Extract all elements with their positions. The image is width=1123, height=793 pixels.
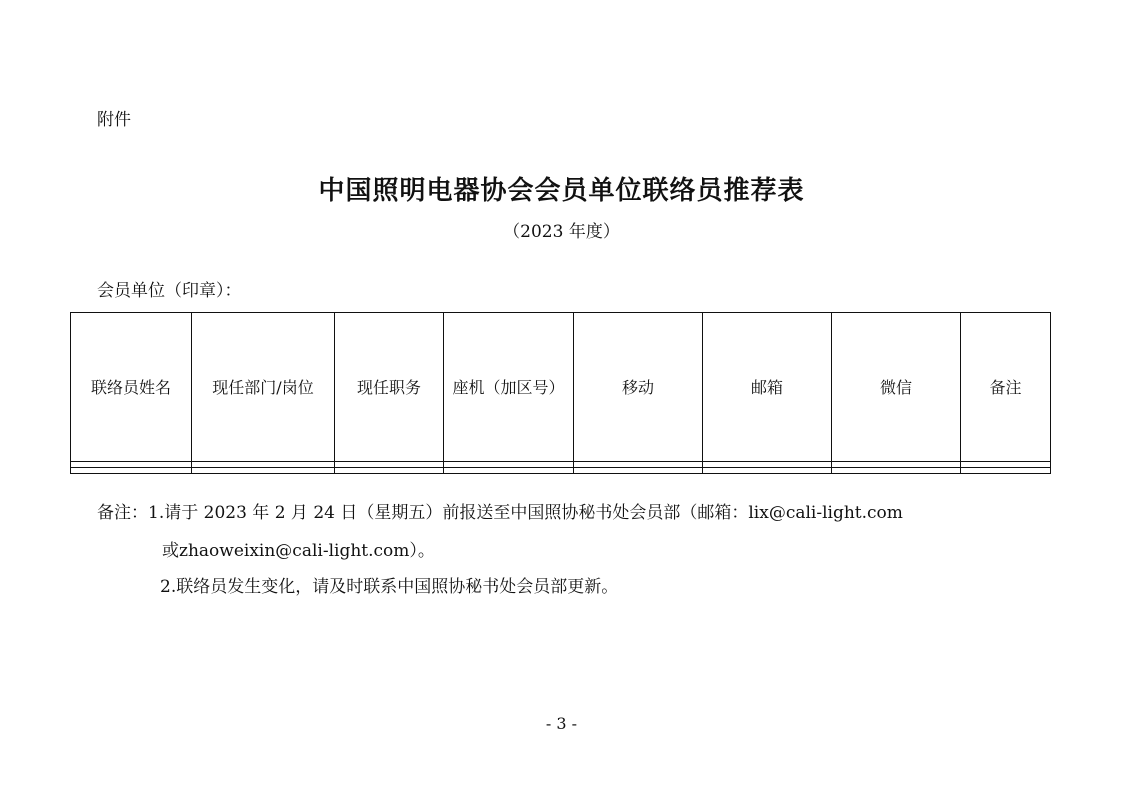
note-line-2: 或zhaoweixin@cali-light.com）。 (162, 541, 435, 561)
header-department-post: 现任部门/岗位 (192, 313, 335, 462)
header-email: 邮箱 (703, 313, 832, 462)
recommendation-table (70, 312, 1051, 474)
page-number: - 3 - (545, 714, 578, 733)
table-cell (71, 467, 192, 473)
document-subtitle: （2023 年度） (503, 222, 620, 242)
document-title: 中国照明电器协会会员单位联络员推荐表 (318, 176, 805, 206)
table-cell (703, 467, 832, 473)
table-cell (192, 467, 335, 473)
header-remarks: 备注 (961, 313, 1051, 462)
table-cell (961, 467, 1051, 473)
member-unit-label: 会员单位（印章）： (97, 281, 242, 301)
header-contact-name: 联络员姓名 (71, 313, 192, 462)
table-cell (444, 467, 574, 473)
attachment-label: 附件 (97, 110, 131, 130)
table-cell (335, 467, 444, 473)
header-wechat: 微信 (832, 313, 961, 462)
header-landline: 座机（加区号） (444, 313, 574, 462)
table-cell (832, 467, 961, 473)
table-cell (574, 467, 703, 473)
note-line-1: 备注：1.请于 2023 年 2 月 24 日（星期五）前报送至中国照协秘书处会员部（邮箱：lix@cali-light.com (97, 503, 903, 523)
note-line-3: 2.联络员发生变化，请及时联系中国照协秘书处会员部更新。 (160, 577, 619, 597)
table-header-row (71, 313, 1051, 462)
table-row (71, 467, 1051, 473)
header-mobile: 移动 (574, 313, 703, 462)
header-current-position: 现任职务 (335, 313, 444, 462)
